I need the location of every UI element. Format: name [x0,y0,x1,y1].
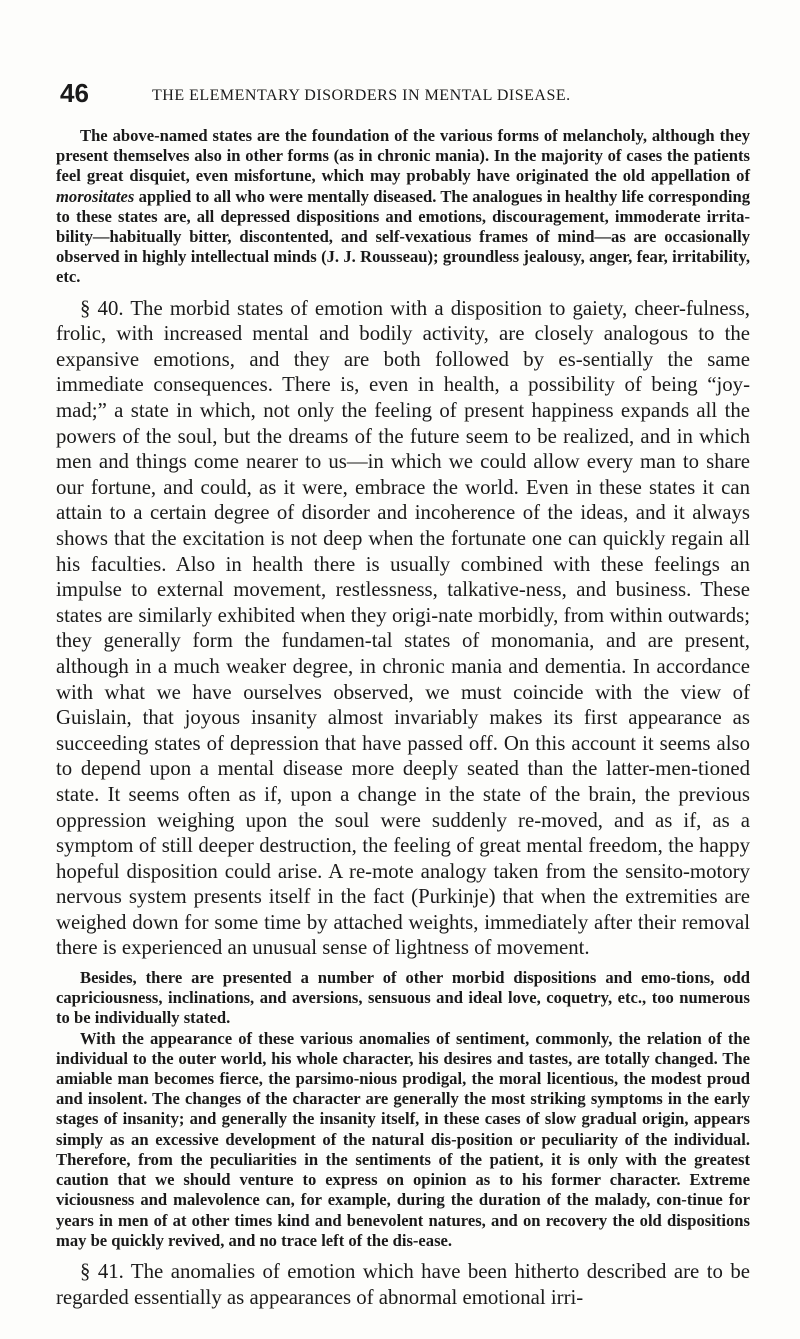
paragraph-melancholy [56,126,750,288]
paragraph-text: The above-named states are the foundation of the various forms of melancholy, although they present themselves also in other forms (as in chronic mania). In the majority of cases the patients feel great disquiet, even misfortune, which may probably have originated the old appellation of [56,126,750,186]
paragraph-other-dispositions: Besides, there are presented a number of other morbid dispositions and emo-tions, odd capriciousness, inclinations, and aversions, sensuous and ideal love, coquetry, etc., too numerous to be individually stated. [56,968,750,1028]
body-text [56,126,750,1317]
paragraph-text: applied to all who were mentally diseased. The analogues in healthy life corresponding to these states are, all depressed dispositions and emotions, discouragement, immoderate irrita-bility—habitually bitter, discontented, and self-vexatious frames of mind—as are occasionally observed in highly intellectual minds (J. J. Rousseau); groundless jealousy, anger, fear, irritability, etc. [56,186,750,287]
running-title: THE ELEMENTARY DISORDERS IN MENTAL DISEASE. [152,87,571,104]
section-41-paragraph: § 41. The anomalies of emotion which have been hitherto described are to be regarded essentially as appearances of abnormal emotional irri- [56,1259,750,1309]
page-number: 46 [60,78,89,108]
section-40-paragraph: § 40. The morbid states of emotion with a disposition to gaiety, cheer-fulness, frolic, with increased mental and bodily activity, are closely analogous to the expansive emotions, and they are both followed by es-sentially the same immediate consequences. There is, even in health, a possibility of being “joy-mad;” a state in which, not only the feeling of present happiness expands all the powers of the soul, but the dreams of the future seem to be realized, and in which men and things come nearer to us—in which we could allow every man to share our fortune, and could, as it were, embrace the world. Even in these states it can attain to a certain degree of disorder and incoherence of the ideas, and it always shows that the excitation is not deep when the fortunate one can quickly regain all his faculties. Also in health there is usually combined with these feelings an impulse to external movement, restlessness, talkative-ness, and business. These states are similarly exhibited when they origi-nate morbidly, from within outwards; they generally form the fundamen-tal states of monomania, and are present, although in a much weaker degree, in chronic mania and dementia. In accordance with what we have ourselves observed, we must coincide with the view of Guislain, that joyous insanity almost invariably makes its first appearance as succeeding states of depression that have passed off. On this account it seems also to depend upon a mental disease more deeply seated than the latter-men-tioned state. It seems often as if, upon a change in the state of the brain, the previous oppression weighing upon the soul were suddenly re-moved, and as if, as a symptom of still deeper destruction, the feeling of great mental freedom, the happy hopeful disposition could arise. A re-mote analogy taken from the sensito-motory nervous system presents itself in the fact (Purkinje) that when the extremities are weighed down for some time by attached weights, immediately after their removal there is experienced an unusual sense of lightness of movement. [56,296,750,960]
running-head [60,78,750,112]
paragraph-character-changes: With the appearance of these various anomalies of sentiment, commonly, the relation of the individual to the outer world, his whole character, his desires and tastes, are totally changed. The amiable man becomes fierce, the parsimo-nious prodigal, the moral licentious, the modest proud and insolent. The changes of the character are generally the most striking symptoms in the early stages of insanity; and generally the insanity itself, in these cases of slow gradual origin, appears simply as an excessive development of the natural dis-position or peculiarity of the individual. Therefore, from the peculiarities in the sentiments of the patient, it is only with the greatest caution that we should venture to express on opinion as to his former character. Extreme viciousness and malevolence can, for example, during the duration of the malady, con-tinue for years in men of at other times kind and benevolent natures, and on recovery the old dispositions may be quickly revived, and no trace left of the dis-ease. [56,1028,750,1250]
emphasis-term: morositates [56,186,135,206]
